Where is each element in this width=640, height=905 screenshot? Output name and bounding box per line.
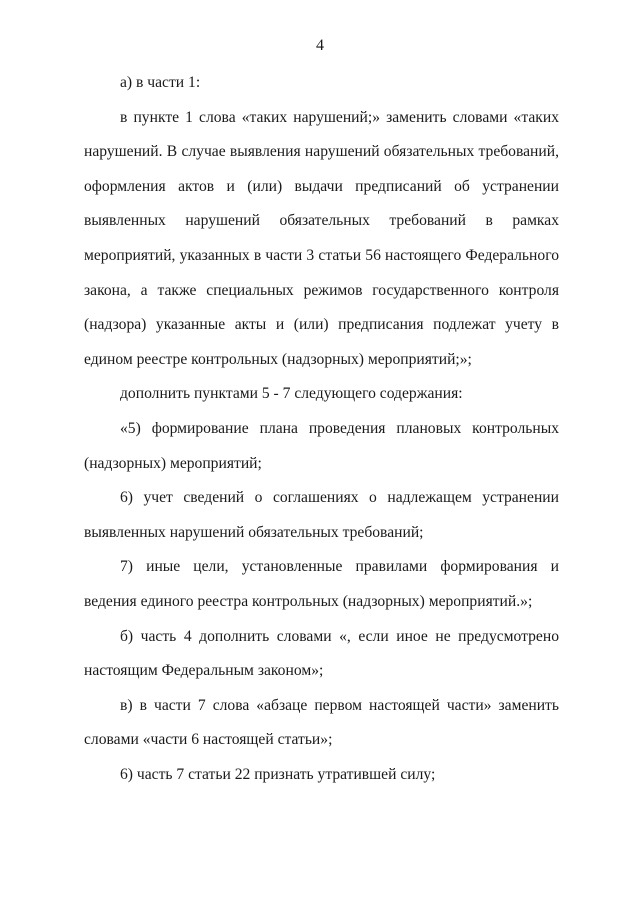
paragraph-point-1-amendment: в пункте 1 слова «таких нарушений;» заменить словами «таких нарушений. В случае выявления нарушений обязательных требований, оформления актов и (или) выдачи предписаний об устранении выявленных нарушений обязательных требований в рамках мероприятий, указанных в части 3 статьи 56 настоящего Федерального закона, а также специальных режимов государственного контроля (надзора) указанные акты и (или) предписания подлежат учету в едином реестре контрольных (надзорных) мероприятий;»;	[84, 108, 559, 368]
paragraph-part-v: в) в части 7 слова «абзаце первом настоящей части» заменить словами «части 6 настоящей статьи»;	[84, 696, 559, 749]
document-body	[84, 66, 559, 792]
paragraph-add-points: дополнить пунктами 5 - 7 следующего содержания:	[120, 385, 463, 403]
paragraph-point-7: 7) иные цели, установленные правилами формирования и ведения единого реестра контрольных (надзорных) мероприятий.»;	[84, 558, 559, 610]
paragraph-part-a: а) в части 1:	[120, 74, 201, 91]
page-number: 4	[316, 37, 324, 54]
paragraph-item-6: 6) часть 7 статьи 22 признать утратившей силу;	[120, 765, 436, 783]
paragraph-point-6: 6) учет сведений о соглашениях о надлежащем устранении выявленных нарушений обязательных требований;	[84, 489, 559, 541]
paragraph-part-b: б) часть 4 дополнить словами «, если иное не предусмотрено настоящим Федеральным законом»;	[84, 627, 559, 680]
paragraph-point-5: «5) формирование плана проведения плановых контрольных (надзорных) мероприятий;	[84, 419, 559, 472]
